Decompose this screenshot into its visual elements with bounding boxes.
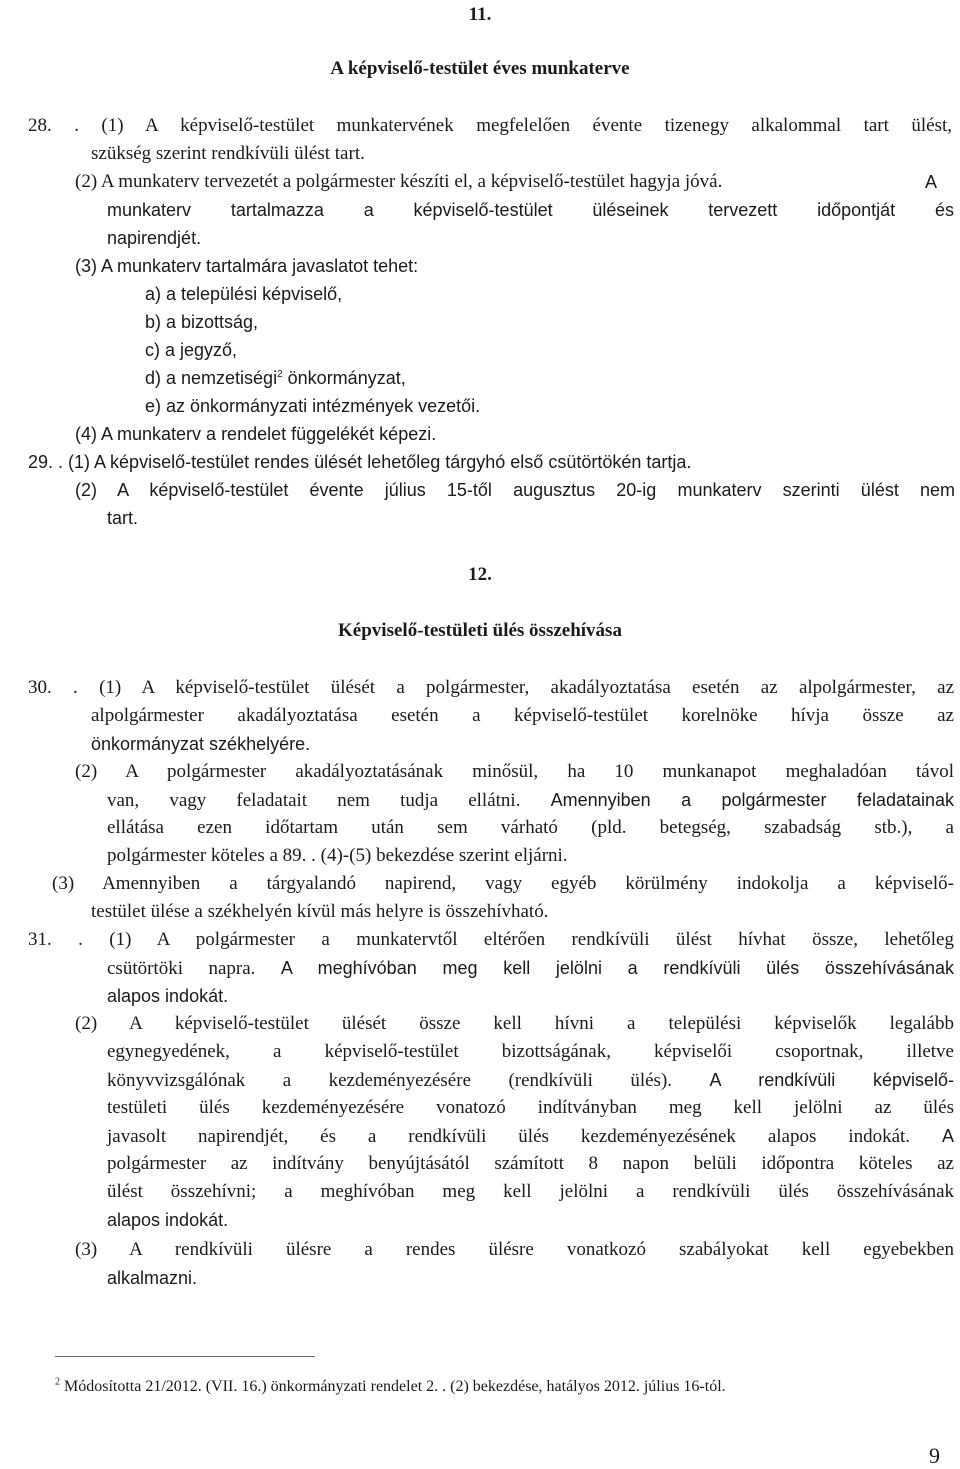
paragraph-line: polgármester köteles a 89. . (4)-(5) bekezdése szerint eljárni. bbox=[107, 845, 568, 866]
paragraph-line: 30. . (1) A képviselő-testület ülését a polgármester, akadályoztatása esetén az alpolgármester, az bbox=[28, 677, 954, 698]
paragraph-line: alkalmazni. bbox=[107, 1268, 198, 1288]
sentence: A rendkívüli képviselő- bbox=[709, 1070, 955, 1090]
paragraph-line: (3) Amennyiben a tárgyalandó napirend, vagy egyéb körülmény indokolja a képviselő- bbox=[52, 873, 954, 894]
paragraph-line: 31. . (1) A polgármester a munkatervtől eltérően rendkívüli ülést hívhat össze, lehetőleg bbox=[28, 929, 954, 950]
paragraph-line: testületi ülés kezdeményezésére vonatozó indítványban meg kell jelölni az ülés bbox=[107, 1097, 954, 1118]
page-number: 9 bbox=[929, 1443, 940, 1468]
footnote-divider bbox=[55, 1356, 315, 1357]
paragraph-line: testület ülése a székhelyén kívül más helyre is összehívható. bbox=[91, 901, 549, 922]
paragraph-line: (3) A rendkívüli ülésre a rendes ülésre vonatkozó szabályokat kell egyebekben bbox=[75, 1239, 954, 1260]
list-item: c) a jegyző, bbox=[145, 340, 238, 360]
list-item bbox=[145, 366, 406, 390]
paragraph-line: polgármester az indítvány benyújtásától számított 8 napon belüli időpontra köteles az bbox=[107, 1153, 954, 1174]
list-item: e) az önkormányzati intézmények vezetői. bbox=[145, 396, 481, 416]
list-item-text: d) a nemzetiségi bbox=[145, 368, 278, 388]
paragraph-line: munkaterv tartalmazza a képviselő-testület üléseinek tervezett időpontját és bbox=[107, 200, 954, 220]
sentence: Amennyiben a polgármester feladatainak bbox=[550, 790, 955, 810]
paragraph-line: ülést összehívni; a meghívóban meg kell jelölni a rendkívüli ülés összehívásának bbox=[107, 1181, 954, 1202]
paragraph-line: (2) A munkaterv tervezetét a polgármester készíti el, a képviselő-testület hagyja jóvá. bbox=[75, 171, 723, 192]
list-item: a) a települési képviselő, bbox=[145, 284, 343, 304]
sentence: javasolt napirendjét, és a rendkívüli ülés kezdeményezésének alapos indokát. bbox=[107, 1126, 911, 1147]
sentence: A bbox=[942, 1126, 955, 1146]
footnote-marker: 2 bbox=[55, 1376, 60, 1388]
paragraph-line: tart. bbox=[107, 508, 139, 528]
sentence: könyvvizsgálónak a kezdeményezésére (rendkívüli ülés). bbox=[107, 1070, 673, 1091]
footnote bbox=[55, 1378, 726, 1396]
paragraph-line: A bbox=[925, 172, 938, 192]
paragraph-line bbox=[107, 1124, 954, 1149]
paragraph-line: szükség szerint rendkívüli ülést tart. bbox=[91, 143, 365, 164]
section-number: 12. bbox=[468, 564, 492, 585]
paragraph-line: alapos indokát. bbox=[107, 1210, 229, 1230]
paragraph-line: 28. . (1) A képviselő-testület munkatervének megfelelően évente tizenegy alkalommal tart ülést, bbox=[28, 115, 952, 136]
paragraph-line bbox=[107, 956, 954, 981]
section-title: Képviselő-testületi ülés összehívása bbox=[338, 620, 622, 641]
paragraph-line: 29. . (1) A képviselő-testület rendes ülését lehetőleg tárgyhó első csütörtökén tartja. bbox=[28, 452, 692, 472]
paragraph-line: (4) A munkaterv a rendelet függelékét képezi. bbox=[75, 424, 437, 444]
paragraph-line: (2) A képviselő-testület ülését össze kell hívni a települési képviselők legalább bbox=[75, 1013, 954, 1034]
list-item: b) a bizottság, bbox=[145, 312, 259, 332]
section-title: A képviselő-testület éves munkaterve bbox=[330, 58, 630, 79]
sentence: van, vagy feladatait nem tudja ellátni. bbox=[107, 790, 521, 811]
paragraph-line: egynegyedének, a képviselő-testület bizottságának, képviselői csoportnak, illetve bbox=[107, 1041, 954, 1062]
footnote-text: Módosította 21/2012. (VII. 16.) önkormányzati rendelet 2. . (2) bekezdése, hatályos 2012. július 16-tól. bbox=[64, 1378, 726, 1395]
sentence: A meghívóban meg kell jelölni a rendkívüli ülés összehívásának bbox=[280, 958, 955, 978]
paragraph-line: (2) A polgármester akadályoztatásának minősül, ha 10 munkanapot meghaladóan távol bbox=[75, 761, 954, 782]
paragraph-line: alapos indokát. bbox=[107, 986, 229, 1006]
paragraph-line: napirendjét. bbox=[107, 228, 202, 248]
list-item-text: önkormányzat, bbox=[287, 368, 406, 388]
sentence: csütörtöki napra. bbox=[107, 958, 256, 979]
paragraph-line: alpolgármester akadályoztatása esetén a képviselő-testület korelnöke hívja össze az bbox=[91, 705, 954, 726]
paragraph-line: ellátása ezen időtartam után sem várható (pld. betegség, szabadság stb.), a bbox=[107, 817, 954, 838]
paragraph-line: (2) A képviselő-testület évente július 15-től augusztus 20-ig munkaterv szerinti ülést nem bbox=[75, 480, 955, 500]
section-number: 11. bbox=[468, 4, 492, 25]
paragraph-line bbox=[107, 788, 954, 813]
paragraph-line bbox=[107, 1068, 954, 1093]
paragraph-line: önkormányzat székhelyére. bbox=[91, 734, 311, 754]
footnote-reference: 2 bbox=[277, 369, 283, 380]
paragraph-line: (3) A munkaterv tartalmára javaslatot tehet: bbox=[75, 256, 419, 276]
